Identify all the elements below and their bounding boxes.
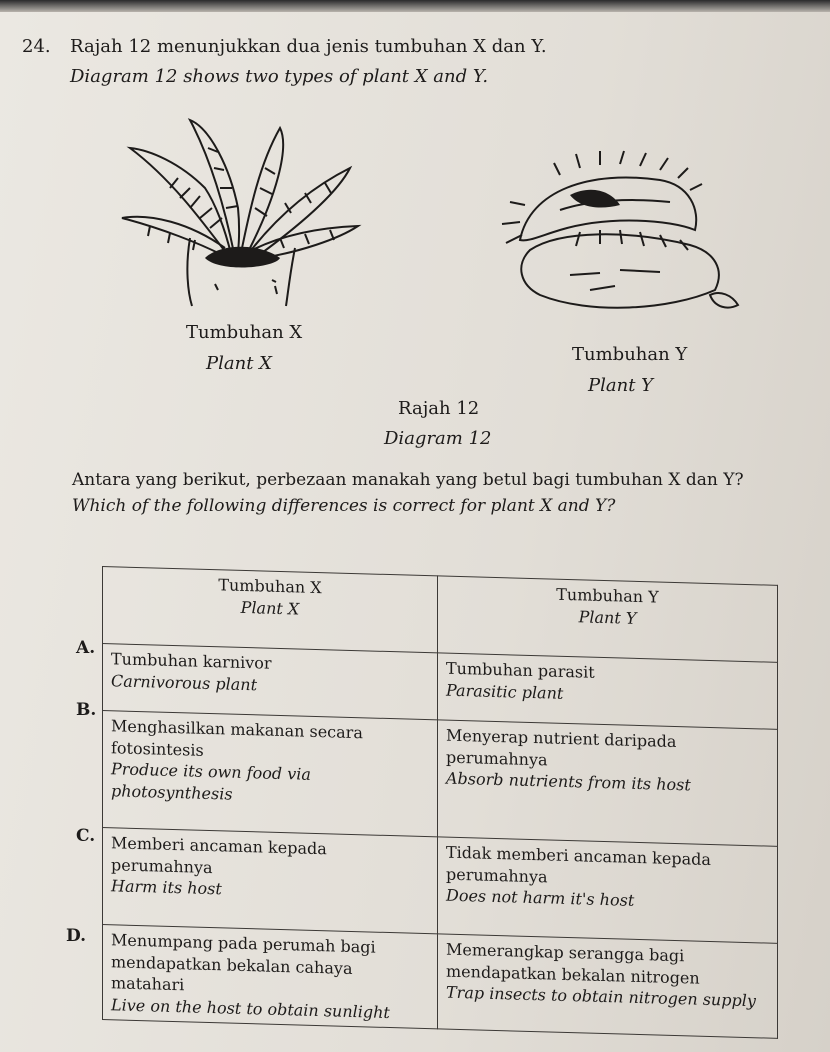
diagram-caption-malay: Rajah 12 (398, 398, 480, 419)
plant-y-label-english: Plant Y (588, 375, 654, 396)
option-d-x-malay: Menumpang pada perumah bagi mendapatkan bekalan cahaya matahari (111, 930, 376, 995)
option-row-b[interactable] (103, 711, 778, 847)
option-b-x-english: Produce its own food via photosynthesis (111, 759, 311, 804)
option-c-x-malay: Memberi ancaman kepada perumahnya (111, 833, 327, 877)
option-label-c[interactable]: C. (76, 826, 96, 846)
option-d-plant-y (438, 934, 778, 1039)
option-label-b[interactable]: B. (76, 700, 97, 720)
option-c-plant-x (103, 828, 438, 934)
header-plant-x-english: Plant X (240, 597, 300, 619)
option-c-y-english: Does not harm it's host (446, 885, 635, 911)
option-b-plant-y (438, 720, 778, 846)
option-c-plant-y (438, 837, 778, 943)
plant-x-label-malay: Tumbuhan X (186, 322, 303, 343)
option-a-y-english: Parasitic plant (446, 680, 564, 703)
header-plant-y-english: Plant Y (578, 606, 637, 628)
option-b-x-malay: Menghasilkan makanan secara fotosintesis (111, 716, 363, 760)
options-table (102, 566, 778, 1039)
plant-x-drawing (110, 108, 370, 308)
option-a-plant-y (438, 653, 778, 729)
header-plant-x-malay: Tumbuhan X (218, 575, 322, 598)
header-plant-y-malay: Tumbuhan Y (556, 584, 659, 607)
header-plant-y (438, 576, 778, 662)
plant-y-drawing (500, 150, 740, 325)
option-a-y-malay: Tumbuhan parasit (446, 658, 595, 682)
option-label-d[interactable]: D. (66, 926, 87, 946)
option-b-plant-x (103, 711, 438, 837)
option-b-y-malay: Menyerap nutrient daripada perumahnya (446, 725, 677, 770)
option-row-d[interactable] (103, 925, 778, 1039)
question-stem-malay: Rajah 12 menunjukkan dua jenis tumbuhan X dan Y. (70, 36, 547, 57)
option-d-y-malay: Memerangkap serangga bagi mendapatkan bekalan nitrogen (446, 939, 700, 988)
option-a-x-english: Carnivorous plant (111, 670, 258, 694)
option-d-x-english: Live on the host to obtain sunlight (111, 995, 390, 1022)
option-a-x-malay: Tumbuhan karnivor (111, 649, 272, 673)
header-plant-x (103, 567, 438, 653)
question-prompt-english: Which of the following differences is correct for plant X and Y? (72, 496, 616, 516)
option-label-a[interactable]: A. (76, 638, 96, 658)
plant-x-label-english: Plant X (206, 353, 272, 374)
option-c-y-malay: Tidak memberi ancaman kepada perumahnya (446, 842, 711, 887)
option-a-plant-x (103, 644, 438, 720)
question-number: 24. (22, 36, 51, 57)
question-stem-english: Diagram 12 shows two types of plant X and Y. (70, 66, 489, 87)
diagram-caption-english: Diagram 12 (384, 428, 492, 449)
option-b-y-english: Absorb nutrients from its host (446, 768, 691, 795)
option-d-plant-x (103, 925, 438, 1030)
option-d-y-english: Trap insects to obtain nitrogen supply (446, 982, 756, 1011)
plant-y-label-malay: Tumbuhan Y (572, 344, 688, 365)
option-c-x-english: Harm its host (111, 876, 222, 899)
question-prompt-malay: Antara yang berikut, perbezaan manakah yang betul bagi tumbuhan X dan Y? (72, 470, 744, 490)
option-row-c[interactable] (103, 828, 778, 944)
